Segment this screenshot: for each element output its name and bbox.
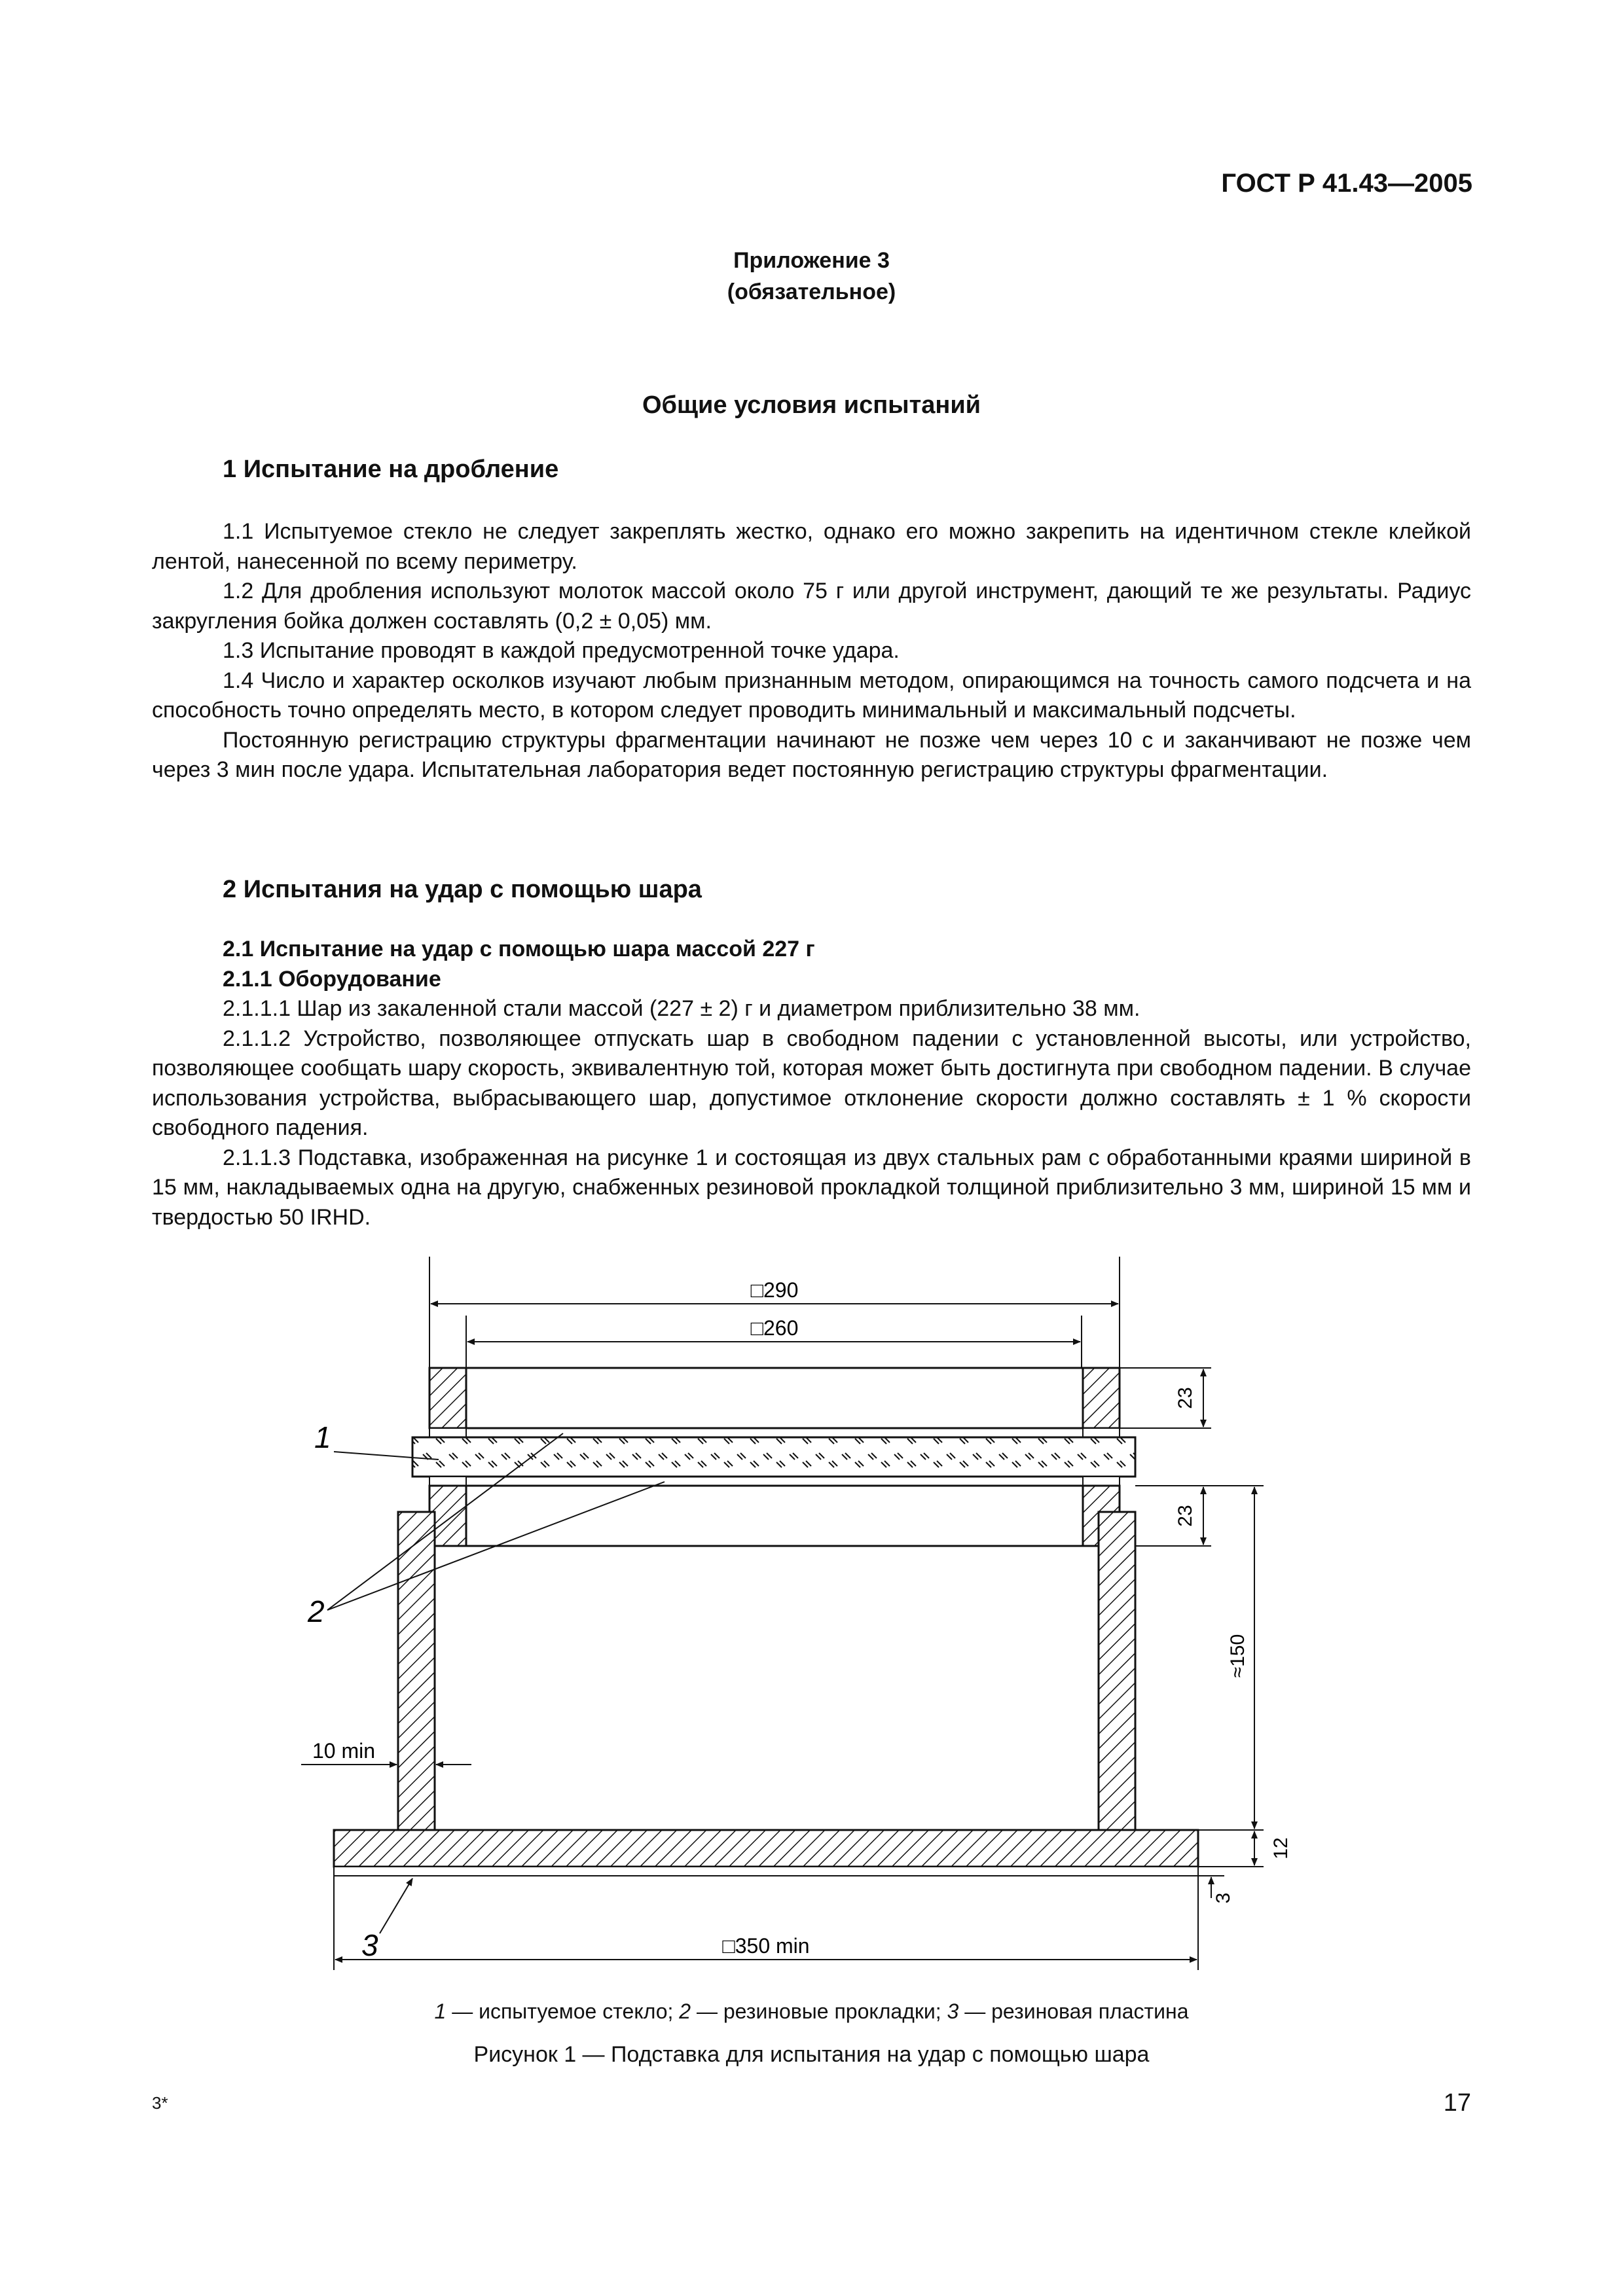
- legend-num-3: 3: [947, 2000, 959, 2023]
- rubber-plate: [334, 1867, 1198, 1876]
- dimension-rubber-thickness: [1198, 1876, 1234, 1903]
- support-walls: [398, 1512, 1135, 1830]
- figure-1-drawing: [262, 1237, 1322, 1990]
- section-1-heading: 1 Испытание на дробление: [223, 456, 559, 483]
- dimension-total-height: [1198, 1487, 1264, 1830]
- figure-legend: [0, 2000, 1623, 2024]
- upper-frame: [429, 1368, 1120, 1428]
- paragraph-2-1-1-2: 2.1.1.2 Устройство, позволяющее отпускать шар в свободном падении с установленной высоты, или устройство, позволяющее сообщать шару скорость, эквивалентную той, которая может быть достигнута при свободном падении. В случае использования устройства, выбрасывающего шар, допустимое отклонение скорости должно составлять ± 1 % скорости свободного падения.: [152, 1026, 1471, 1140]
- label-base-thickness: 12: [1270, 1837, 1292, 1859]
- label-base-width: □350 min: [722, 1934, 810, 1958]
- dimension-frame-height-top: [1120, 1368, 1211, 1428]
- dimension-frame-height-bottom: [1135, 1486, 1264, 1546]
- legend-text-2: — резиновые прокладки;: [691, 2000, 947, 2023]
- page-number: 17: [1443, 2089, 1471, 2117]
- paragraph-1-4: 1.4 Число и характер осколков изучают любым признанным методом, опирающимся на точность самого подсчета и на способность точно определять место, в котором следует проводить минимальный и максимальный подсчеты.: [152, 668, 1471, 723]
- label-rubber-thickness: 3: [1213, 1892, 1234, 1904]
- appendix-note: (обязательное): [727, 279, 896, 304]
- callout-plate-number: 3: [361, 1928, 378, 1962]
- label-wall-min: 10 min: [312, 1739, 376, 1763]
- label-inner-width: □260: [750, 1316, 799, 1340]
- label-frame-height-top: 23: [1175, 1387, 1196, 1409]
- section-1-body: [152, 517, 1471, 785]
- paragraph-1-5: Постоянную регистрацию структуры фрагментации начинают не позже чем через 10 с и заканчивают не позже чем через 3 мин после удара. Испытательная лаборатория ведет постоянную регистрацию структуры фрагментации.: [152, 727, 1471, 782]
- lower-frame: [429, 1486, 1120, 1546]
- callout-plate: [361, 1878, 412, 1962]
- callout-gaskets-number: 2: [308, 1594, 325, 1628]
- paragraph-2-1-1-1: 2.1.1.1 Шар из закаленной стали массой (227 ± 2) г и диаметром приблизительно 38 мм.: [223, 996, 1140, 1021]
- paragraph-2-1-1-3: 2.1.1.3 Подставка, изображенная на рисунке 1 и состоящая из двух стальных рам с обработанными краями шириной в 15 мм, накладываемых одна на другую, снабженных резиновой прокладкой толщиной приблизительно 3 мм, шириной 15 мм и твердостью 50 IRHD.: [152, 1145, 1471, 1230]
- section-2-body: [152, 935, 1471, 1232]
- callout-glass-number: 1: [314, 1420, 331, 1454]
- test-glass: [412, 1437, 1135, 1477]
- sub-heading-2-1: 2.1 Испытание на удар с помощью шара массой 227 г: [223, 937, 815, 961]
- legend-text-3: — резиновая пластина: [958, 2000, 1189, 2023]
- dimension-inner-width: [466, 1316, 1082, 1368]
- appendix-block: [0, 245, 1623, 308]
- sub-heading-2-1-1: 2.1.1 Оборудование: [223, 966, 441, 992]
- gasket-top: [429, 1428, 1120, 1437]
- dimension-base-width: [334, 1876, 1198, 1970]
- paragraph-1-2: 1.2 Для дробления используют молоток массой около 75 г или другой инструмент, дающий те же результаты. Радиус закругления бойка должен составлять (0,2 ± 0,05) мм.: [152, 579, 1471, 634]
- document-id: ГОСТ Р 41.43—2005: [1221, 169, 1472, 198]
- appendix-label: Приложение 3: [733, 248, 890, 273]
- legend-text-1: — испытуемое стекло;: [446, 2000, 680, 2023]
- paragraph-1-3: 1.3 Испытание проводят в каждой предусмотренной точке удара.: [223, 638, 900, 663]
- label-frame-height-bottom: 23: [1175, 1505, 1196, 1527]
- base-plate: [334, 1830, 1198, 1867]
- figure-title: Рисунок 1 — Подставка для испытания на удар с помощью шара: [473, 2042, 1150, 2067]
- dimension-base-thickness: [1198, 1831, 1292, 1867]
- legend-num-1: 1: [434, 2000, 447, 2023]
- annex-title: Общие условия испытаний: [642, 391, 981, 419]
- dimension-outer-width: [429, 1257, 1120, 1368]
- label-outer-width: □290: [750, 1278, 799, 1302]
- paragraph-1-1: 1.1 Испытуемое стекло не следует закреплять жестко, однако его можно закрепить на идентичном стекле клейкой лентой, нанесенной по всему периметру.: [152, 519, 1471, 574]
- sheet-mark: 3*: [152, 2093, 168, 2113]
- label-total-height: ≈150: [1227, 1634, 1249, 1678]
- gasket-bottom: [429, 1477, 1120, 1486]
- dimension-wall-min: [301, 1739, 471, 1765]
- legend-num-2: 2: [679, 2000, 691, 2023]
- section-2-heading: 2 Испытания на удар с помощью шара: [223, 876, 702, 903]
